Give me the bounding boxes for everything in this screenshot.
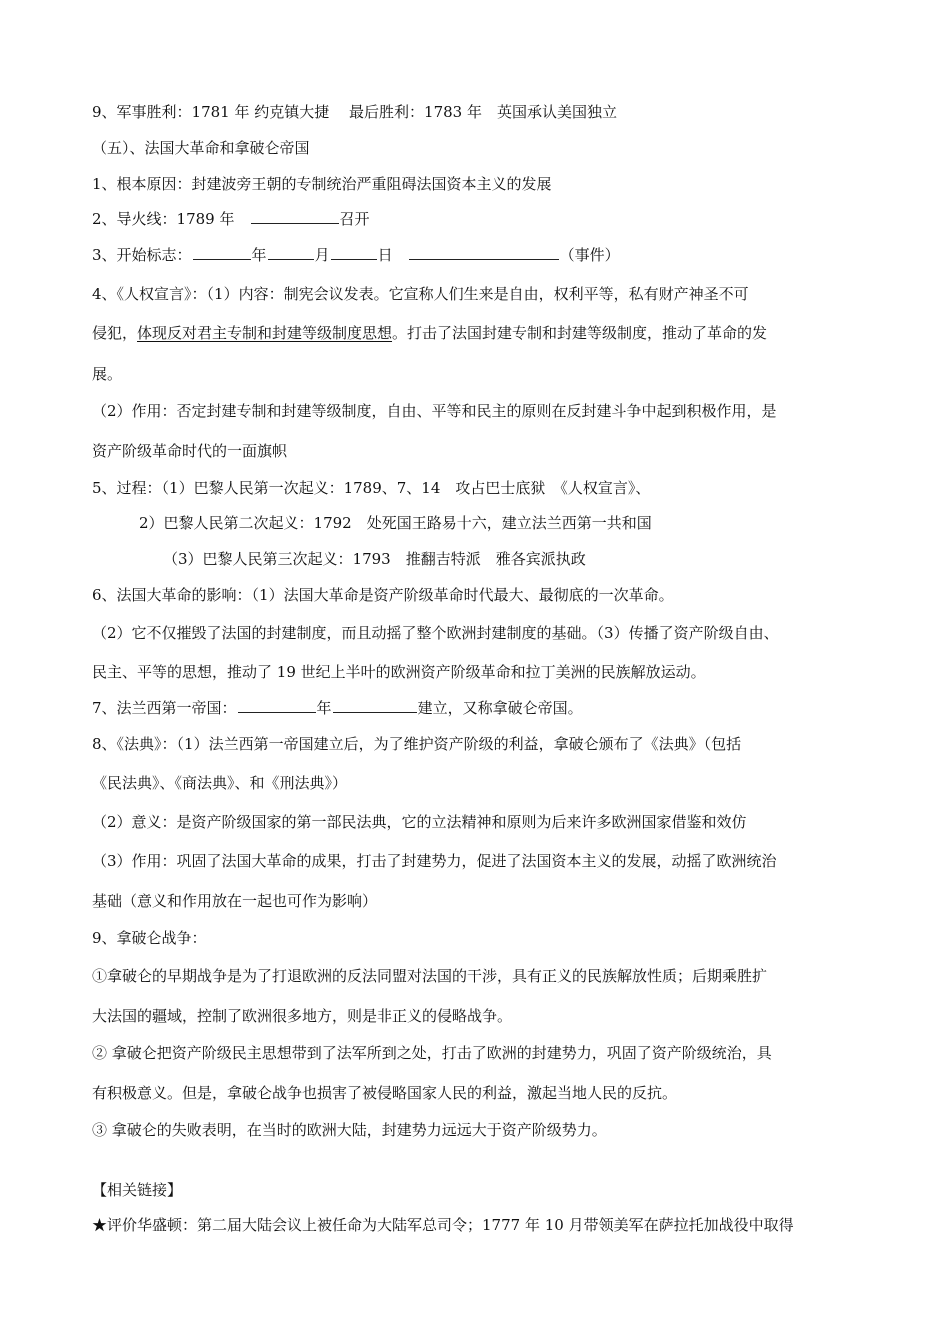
- line-wars-1: ①拿破仑的早期战争是为了打退欧洲的反法同盟对法国的干涉，具有正义的民族解放性质；后期乘胜扩: [92, 967, 768, 985]
- blank-event: [409, 245, 559, 260]
- line-wars-3: ③ 拿破仑的失败表明，在当时的欧洲大陆，封建势力远远大于资产阶级势力。: [92, 1121, 607, 1139]
- day-char: 日: [377, 246, 408, 264]
- rights-content-prefix: 侵犯，: [92, 324, 138, 342]
- line-washington: ★评价华盛顿：第二届大陆会议上被任命为大陆军总司令；1777 年 10 月带领美军在萨拉托加战役中取得: [92, 1216, 794, 1234]
- line-rights-end: 展。: [92, 365, 123, 383]
- event-label: （事件）: [559, 246, 620, 264]
- underlined-idea: 体现反对君主专制和封建等级制度思想: [137, 324, 393, 342]
- line-process-1: 5、过程：（1）巴黎人民第一次起义：1789、7、14 攻占巴士底狱 《人权宣言》、: [92, 479, 651, 497]
- trigger-text: 2、导火线：1789 年: [92, 210, 250, 228]
- line-rights-effect: （2）作用：否定封建专制和封建等级制度，自由、平等和民主的原则在反封建斗争中起到积极作用，是: [92, 402, 777, 420]
- line-impact-2: （2）它不仅摧毁了法国的封建制度，而且动摇了整个欧洲封建制度的基础。（3）传播了资产阶级自由、: [92, 624, 779, 642]
- related-links-heading: 【相关链接】: [92, 1181, 183, 1199]
- line-code-2: 《民法典》、《商法典》、和《刑法典》）: [92, 774, 348, 792]
- line-rights-content: [92, 323, 767, 343]
- line-napoleonic-wars: 9、拿破仑战争：: [92, 929, 207, 947]
- section-heading-french-revolution: （五）、法国大革命和拿破仑帝国: [92, 139, 310, 157]
- line-code-effect-end: 基础（意义和作用放在一起也可作为影响）: [92, 892, 378, 910]
- rights-content-suffix: 。打击了法国封建专制和封建等级制度，推动了革命的发: [392, 324, 768, 342]
- line-wars-2b: 有积极意义。但是，拿破仑战争也损害了被侵略国家人民的利益，激起当地人民的反抗。: [92, 1084, 678, 1102]
- line-impact-1: 6、法国大革命的影响：（1）法国大革命是资产阶级革命时代最大、最彻底的一次革命。: [92, 586, 674, 604]
- month-char: 月: [314, 246, 330, 264]
- line-military-victory: 9、军事胜利：1781 年 约克镇大捷 最后胜利：1783 年 英国承认美国独立: [92, 103, 617, 121]
- first-empire-label: 7、法兰西第一帝国：: [92, 699, 237, 717]
- line-root-cause: 1、根本原因：封建波旁王朝的专制统治严重阻碍法国资本主义的发展: [92, 175, 552, 193]
- line-code-effect: （3）作用：巩固了法国大革命的成果，打击了封建势力，促进了法国资本主义的发展，动摇了欧洲统治: [92, 852, 777, 870]
- line-wars-1b: 大法国的疆域，控制了欧洲很多地方，则是非正义的侵略战争。: [92, 1007, 513, 1025]
- trigger-suffix: 召开: [339, 210, 370, 228]
- start-marker-label: 3、开始标志：: [92, 246, 192, 264]
- blank-trigger: [251, 209, 339, 224]
- line-rights-banner: 资产阶级革命时代的一面旗帜: [92, 442, 288, 460]
- line-impact-3: 民主、平等的思想，推动了 19 世纪上半叶的欧洲资产阶级革命和拉丁美洲的民族解放运动。: [92, 663, 706, 681]
- line-trigger: [92, 209, 370, 229]
- line-first-empire: [92, 698, 583, 718]
- line-code-1: 8、《法典》：（1）法兰西第一帝国建立后，为了维护资产阶级的利益，拿破仑颁布了《法典》（包括: [92, 735, 742, 753]
- line-rights-declaration: 4、《人权宣言》：（1）内容：制宪会议发表。它宣称人们生来是自由，权利平等，私有财产神圣不可: [92, 285, 749, 303]
- year-char: 年: [251, 246, 267, 264]
- line-process-3: （3）巴黎人民第三次起义：1793 推翻吉特派 雅各宾派执政: [163, 550, 586, 568]
- blank-month: [268, 245, 314, 260]
- blank-empire-year: [238, 698, 316, 713]
- blank-empire-date: [333, 698, 417, 713]
- line-code-significance: （2）意义：是资产阶级国家的第一部民法典，它的立法精神和原则为后来许多欧洲国家借鉴和效仿: [92, 813, 747, 831]
- line-wars-2: ② 拿破仑把资产阶级民主思想带到了法军所到之处，打击了欧洲的封建势力，巩固了资产阶级统治，具: [92, 1044, 772, 1062]
- blank-year: [193, 245, 251, 260]
- empire-year-char: 年: [316, 699, 332, 717]
- line-start-marker: [92, 245, 620, 265]
- line-process-2: 2）巴黎人民第二次起义：1792 处死国王路易十六，建立法兰西第一共和国: [139, 514, 652, 532]
- blank-day: [331, 245, 377, 260]
- first-empire-suffix: 建立，又称拿破仑帝国。: [417, 699, 583, 717]
